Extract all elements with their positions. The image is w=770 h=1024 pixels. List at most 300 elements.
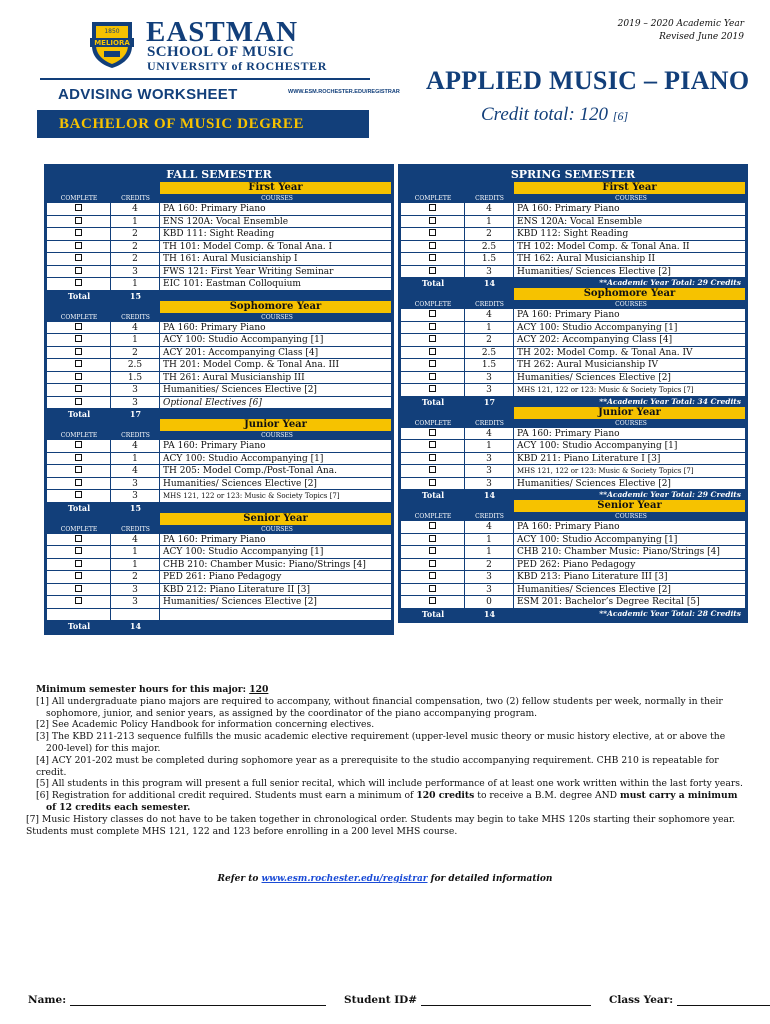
course-row bbox=[401, 559, 745, 572]
course-row bbox=[401, 384, 745, 397]
complete-checkbox[interactable] bbox=[429, 310, 436, 317]
complete-checkbox[interactable] bbox=[75, 441, 82, 448]
course-row bbox=[401, 228, 745, 241]
credits-cell: 2 bbox=[111, 253, 160, 266]
svg-text:1850: 1850 bbox=[104, 28, 120, 35]
course-row bbox=[47, 278, 391, 291]
complete-cell bbox=[401, 428, 465, 441]
credits-cell: 3 bbox=[465, 372, 514, 385]
total-label: Total bbox=[67, 502, 91, 513]
credits-column-header: CREDITS bbox=[475, 513, 504, 520]
credits-column-header: CREDITS bbox=[121, 195, 150, 202]
credits-cell: 1 bbox=[111, 453, 160, 466]
total-label: Total bbox=[67, 621, 91, 631]
complete-cell bbox=[47, 596, 111, 609]
academic-year-total-note: **Academic Year Total: 34 Credits bbox=[514, 397, 745, 407]
complete-cell bbox=[47, 203, 111, 216]
spring-semester-heading: SPRING SEMESTER bbox=[510, 168, 636, 181]
total-credits: 14 bbox=[129, 621, 142, 631]
min-hours-line bbox=[26, 684, 746, 696]
course-cell: PA 160: Primary Piano bbox=[160, 322, 391, 335]
course-cell: Humanities/ Sciences Elective [2] bbox=[160, 596, 391, 609]
student-id-field[interactable] bbox=[421, 996, 591, 1006]
courses-column-header: COURSES bbox=[160, 313, 391, 322]
note-6-part-b: 120 credits bbox=[416, 790, 475, 802]
course-row bbox=[401, 372, 745, 385]
total-credits: 17 bbox=[483, 396, 496, 407]
course-cell: FWS 121: First Year Writing Seminar bbox=[160, 266, 391, 279]
name-label: Name: bbox=[28, 994, 67, 1006]
complete-checkbox[interactable] bbox=[429, 217, 436, 224]
course-cell: PA 160: Primary Piano bbox=[160, 203, 391, 216]
credits-cell: 4 bbox=[111, 534, 160, 547]
courses-column-header: COURSES bbox=[514, 194, 745, 203]
column-header-row bbox=[47, 525, 391, 534]
course-row bbox=[47, 596, 391, 609]
total-row bbox=[47, 409, 391, 419]
complete-checkbox[interactable] bbox=[429, 535, 436, 542]
complete-checkbox[interactable] bbox=[75, 466, 82, 473]
complete-cell bbox=[401, 334, 465, 347]
credits-cell: 3 bbox=[111, 490, 160, 503]
course-cell: TH 161: Aural Musicianship I bbox=[160, 253, 391, 266]
complete-cell bbox=[401, 440, 465, 453]
fall-semester-panel bbox=[44, 164, 394, 635]
complete-cell bbox=[47, 322, 111, 335]
academic-year-total-note bbox=[160, 621, 391, 631]
course-row bbox=[47, 216, 391, 229]
credits-cell: 3 bbox=[465, 453, 514, 466]
complete-checkbox[interactable] bbox=[75, 242, 82, 249]
column-header-row bbox=[47, 194, 391, 203]
credits-cell: 1 bbox=[465, 216, 514, 229]
total-credits: 15 bbox=[129, 290, 142, 301]
complete-checkbox[interactable] bbox=[429, 572, 436, 579]
course-cell: TH 202: Model Comp. & Tonal Ana. IV bbox=[514, 347, 745, 360]
course-row bbox=[401, 266, 745, 279]
complete-checkbox[interactable] bbox=[75, 323, 82, 330]
min-hours-label: Minimum semester hours for this major: bbox=[36, 684, 246, 695]
complete-checkbox[interactable] bbox=[429, 441, 436, 448]
course-cell: TH 102: Model Comp. & Tonal Ana. II bbox=[514, 241, 745, 254]
complete-checkbox[interactable] bbox=[75, 385, 82, 392]
column-header-row bbox=[401, 194, 745, 203]
spring-semester-panel bbox=[398, 164, 748, 623]
complete-checkbox[interactable] bbox=[75, 348, 82, 355]
course-cell: ACY 100: Studio Accompanying [1] bbox=[514, 534, 745, 547]
complete-cell bbox=[47, 372, 111, 385]
complete-cell bbox=[47, 440, 111, 453]
courses-column-header: COURSES bbox=[160, 194, 391, 203]
name-field[interactable] bbox=[70, 996, 326, 1006]
courses-column-header: COURSES bbox=[514, 512, 745, 521]
complete-checkbox[interactable] bbox=[75, 547, 82, 554]
course-cell: ENS 120A: Vocal Ensemble bbox=[514, 216, 745, 229]
note-5: [5] All students in this program will present a full senior recital, which will include performance of at least one work written within the last forty years. bbox=[36, 778, 743, 790]
course-cell: ACY 100: Studio Accompanying [1] bbox=[160, 453, 391, 466]
note-2: [2] See Academic Policy Handbook for information concerning electives. bbox=[36, 719, 375, 731]
complete-column-header: COMPLETE bbox=[60, 195, 98, 202]
course-row bbox=[401, 241, 745, 254]
complete-checkbox[interactable] bbox=[75, 267, 82, 274]
course-row bbox=[47, 397, 391, 410]
complete-cell bbox=[401, 309, 465, 322]
course-row bbox=[47, 478, 391, 491]
credits-cell: 2 bbox=[465, 559, 514, 572]
complete-cell bbox=[47, 478, 111, 491]
credits-cell: 2 bbox=[465, 228, 514, 241]
course-row bbox=[47, 440, 391, 453]
logo-eastman-wordmark: EASTMAN bbox=[146, 16, 299, 48]
complete-cell bbox=[401, 559, 465, 572]
course-row bbox=[401, 465, 745, 478]
course-cell: ACY 100: Studio Accompanying [1] bbox=[160, 334, 391, 347]
year-heading: Sophomore Year bbox=[514, 288, 745, 300]
credits-cell: 4 bbox=[111, 203, 160, 216]
credits-cell bbox=[111, 609, 160, 622]
course-row bbox=[401, 334, 745, 347]
class-year-label: Class Year: bbox=[609, 994, 674, 1006]
course-cell: TH 101: Model Comp. & Tonal Ana. I bbox=[160, 241, 391, 254]
complete-checkbox[interactable] bbox=[75, 479, 82, 486]
course-row bbox=[47, 559, 391, 572]
credits-cell: 3 bbox=[111, 397, 160, 410]
course-row bbox=[401, 203, 745, 216]
complete-checkbox[interactable] bbox=[429, 585, 436, 592]
header-url: WWW.ESM.ROCHESTER.EDU/REGISTRAR bbox=[288, 89, 400, 95]
course-cell: TH 201: Model Comp. & Tonal Ana. III bbox=[160, 359, 391, 372]
courses-column-header: COURSES bbox=[160, 525, 391, 534]
course-cell: ESM 201: Bachelor’s Degree Recital [5] bbox=[514, 596, 745, 609]
credits-cell: 3 bbox=[465, 571, 514, 584]
course-row bbox=[47, 584, 391, 597]
course-row bbox=[47, 372, 391, 385]
course-row bbox=[47, 534, 391, 547]
student-id-label: Student ID# bbox=[344, 994, 418, 1006]
complete-checkbox[interactable] bbox=[429, 335, 436, 342]
total-label: Total bbox=[67, 290, 91, 301]
year-heading: Senior Year bbox=[514, 500, 745, 512]
complete-checkbox[interactable] bbox=[75, 204, 82, 211]
course-row bbox=[47, 490, 391, 503]
course-cell: ENS 120A: Vocal Ensemble bbox=[160, 216, 391, 229]
complete-cell bbox=[401, 478, 465, 491]
complete-checkbox[interactable] bbox=[75, 535, 82, 542]
column-header-row bbox=[47, 431, 391, 440]
complete-cell bbox=[401, 372, 465, 385]
complete-checkbox[interactable] bbox=[75, 454, 82, 461]
complete-cell bbox=[47, 465, 111, 478]
complete-column-header: COMPLETE bbox=[414, 419, 452, 427]
complete-checkbox[interactable] bbox=[429, 242, 436, 249]
course-row bbox=[401, 216, 745, 229]
complete-cell bbox=[401, 453, 465, 466]
logo-school-wordmark: SCHOOL OF MUSIC bbox=[147, 44, 295, 60]
note-3: [3] The KBD 211-213 sequence fulfills the music academic elective requirement (upper-level music theory or music history elective, at or above the 200-level) for this major. bbox=[36, 731, 726, 754]
complete-checkbox[interactable] bbox=[75, 229, 82, 236]
course-row bbox=[47, 453, 391, 466]
course-row bbox=[401, 440, 745, 453]
course-cell: Optional Electives [6] bbox=[160, 397, 391, 410]
course-row bbox=[47, 253, 391, 266]
advising-worksheet-title: ADVISING WORKSHEET bbox=[58, 86, 238, 103]
course-row bbox=[47, 334, 391, 347]
header-divider bbox=[40, 78, 370, 80]
complete-checkbox[interactable] bbox=[429, 323, 436, 330]
course-row bbox=[401, 596, 745, 609]
complete-checkbox[interactable] bbox=[75, 279, 82, 286]
credits-cell: 4 bbox=[465, 428, 514, 441]
complete-cell bbox=[401, 266, 465, 279]
course-row bbox=[401, 309, 745, 322]
credits-cell: 3 bbox=[465, 584, 514, 597]
complete-checkbox[interactable] bbox=[429, 348, 436, 355]
credits-cell: 4 bbox=[465, 521, 514, 534]
course-row bbox=[401, 534, 745, 547]
credit-total-label: Credit total: 120 bbox=[481, 104, 609, 125]
credits-cell: 4 bbox=[465, 309, 514, 322]
complete-checkbox[interactable] bbox=[75, 491, 82, 498]
course-cell: KBD 212: Piano Literature II [3] bbox=[160, 584, 391, 597]
complete-checkbox[interactable] bbox=[429, 547, 436, 554]
academic-year-total-note bbox=[160, 291, 391, 301]
column-header-row bbox=[401, 419, 745, 428]
course-cell: Humanities/ Sciences Elective [2] bbox=[160, 384, 391, 397]
credits-cell: 2.5 bbox=[465, 241, 514, 254]
complete-cell bbox=[47, 228, 111, 241]
credits-cell: 2.5 bbox=[111, 359, 160, 372]
course-row bbox=[401, 253, 745, 266]
credits-column-header: CREDITS bbox=[121, 313, 150, 321]
note-6 bbox=[26, 790, 746, 814]
complete-cell bbox=[47, 216, 111, 229]
course-cell: ACY 100: Studio Accompanying [1] bbox=[160, 546, 391, 559]
complete-checkbox[interactable] bbox=[429, 454, 436, 461]
academic-year-total-note: **Academic Year Total: 28 Credits bbox=[514, 609, 745, 619]
course-cell: TH 262: Aural Musicianship IV bbox=[514, 359, 745, 372]
total-label: Total bbox=[421, 396, 445, 407]
total-credits: 14 bbox=[483, 278, 496, 288]
svg-text:MELIORA: MELIORA bbox=[94, 39, 130, 47]
complete-checkbox[interactable] bbox=[75, 373, 82, 380]
complete-checkbox[interactable] bbox=[75, 585, 82, 592]
credits-cell: 3 bbox=[111, 384, 160, 397]
courses-column-header: COURSES bbox=[160, 431, 391, 440]
course-row bbox=[47, 203, 391, 216]
credits-cell: 3 bbox=[111, 266, 160, 279]
complete-cell bbox=[47, 384, 111, 397]
complete-cell bbox=[401, 241, 465, 254]
logo-university-wordmark: UNIVERSITY of ROCHESTER bbox=[147, 59, 328, 73]
year-heading: Senior Year bbox=[160, 513, 391, 525]
academic-year-total-note bbox=[160, 503, 391, 513]
complete-column-header: COMPLETE bbox=[60, 525, 98, 533]
complete-cell bbox=[47, 453, 111, 466]
complete-cell bbox=[47, 241, 111, 254]
course-row bbox=[47, 347, 391, 360]
credits-cell: 1 bbox=[465, 546, 514, 559]
credits-cell: 2 bbox=[111, 228, 160, 241]
course-cell: MHS 121, 122 or 123: Music & Society Topics [7] bbox=[514, 384, 745, 397]
complete-checkbox[interactable] bbox=[429, 204, 436, 211]
column-header-row bbox=[47, 313, 391, 322]
credit-total bbox=[481, 104, 628, 126]
course-cell: PA 160: Primary Piano bbox=[514, 309, 745, 322]
complete-checkbox[interactable] bbox=[75, 398, 82, 405]
course-cell: PA 160: Primary Piano bbox=[160, 534, 391, 547]
complete-checkbox[interactable] bbox=[429, 229, 436, 236]
year-heading: First Year bbox=[514, 182, 745, 194]
course-cell: PED 261: Piano Pedagogy bbox=[160, 571, 391, 584]
course-row bbox=[401, 359, 745, 372]
credits-cell: 2.5 bbox=[465, 347, 514, 360]
course-row bbox=[47, 359, 391, 372]
complete-checkbox[interactable] bbox=[429, 267, 436, 274]
complete-checkbox[interactable] bbox=[75, 254, 82, 261]
course-row bbox=[401, 546, 745, 559]
complete-cell bbox=[47, 571, 111, 584]
course-cell: MHS 121, 122 or 123: Music & Society Topics [7] bbox=[514, 465, 745, 478]
course-cell: TH 261: Aural Musicianship III bbox=[160, 372, 391, 385]
complete-checkbox[interactable] bbox=[75, 560, 82, 567]
degree-banner bbox=[37, 110, 369, 138]
complete-checkbox[interactable] bbox=[75, 572, 82, 579]
complete-checkbox[interactable] bbox=[429, 597, 436, 604]
complete-cell bbox=[47, 253, 111, 266]
course-cell: Humanities/ Sciences Elective [2] bbox=[514, 266, 745, 279]
academic-year: 2019 – 2020 Academic Year bbox=[617, 19, 744, 29]
total-label: Total bbox=[67, 409, 91, 419]
complete-cell bbox=[47, 609, 111, 622]
column-header-row bbox=[401, 512, 745, 521]
credits-cell: 4 bbox=[465, 203, 514, 216]
complete-cell bbox=[47, 278, 111, 291]
course-row bbox=[47, 322, 391, 335]
course-cell: PA 160: Primary Piano bbox=[160, 440, 391, 453]
credits-cell: 1.5 bbox=[465, 359, 514, 372]
complete-column-header: COMPLETE bbox=[60, 432, 98, 439]
complete-cell bbox=[47, 534, 111, 547]
credits-cell: 3 bbox=[111, 596, 160, 609]
min-hours-value: 120 bbox=[249, 684, 269, 695]
total-credits: 14 bbox=[483, 608, 496, 619]
course-cell bbox=[160, 609, 391, 622]
course-row bbox=[401, 428, 745, 441]
course-row bbox=[47, 571, 391, 584]
credits-cell: 3 bbox=[465, 465, 514, 478]
course-row bbox=[401, 453, 745, 466]
credits-cell: 1 bbox=[111, 334, 160, 347]
complete-checkbox[interactable] bbox=[75, 335, 82, 342]
course-cell: EIC 101: Eastman Colloquium bbox=[160, 278, 391, 291]
academic-year-total-note bbox=[160, 409, 391, 419]
course-cell: KBD 112: Sight Reading bbox=[514, 228, 745, 241]
page-title: APPLIED MUSIC – PIANO bbox=[426, 66, 750, 95]
credits-cell: 2 bbox=[111, 241, 160, 254]
total-credits: 14 bbox=[483, 490, 496, 500]
credits-column-header: CREDITS bbox=[121, 432, 150, 439]
complete-cell bbox=[401, 521, 465, 534]
complete-checkbox[interactable] bbox=[429, 522, 436, 529]
course-row bbox=[401, 347, 745, 360]
complete-cell bbox=[47, 266, 111, 279]
course-row bbox=[401, 584, 745, 597]
year-heading: Junior Year bbox=[514, 407, 745, 419]
note-6-part-a: [6] Registration for additional credit required. Students must earn a minimum of bbox=[36, 790, 417, 802]
complete-cell bbox=[401, 584, 465, 597]
complete-checkbox[interactable] bbox=[429, 479, 436, 486]
class-year-field[interactable] bbox=[677, 996, 770, 1006]
total-label: Total bbox=[421, 490, 445, 500]
complete-cell bbox=[401, 322, 465, 335]
complete-checkbox[interactable] bbox=[429, 429, 436, 436]
course-cell: ACY 201: Accompanying Class [4] bbox=[160, 347, 391, 360]
course-row bbox=[401, 478, 745, 491]
course-cell: MHS 121, 122 or 123: Music & Society Topics [7] bbox=[160, 490, 391, 503]
credits-cell: 2 bbox=[111, 347, 160, 360]
course-row bbox=[47, 546, 391, 559]
registrar-link[interactable]: www.esm.rochester.edu/registrar bbox=[261, 874, 428, 884]
year-heading: First Year bbox=[160, 182, 391, 194]
complete-cell bbox=[401, 253, 465, 266]
credits-cell: 4 bbox=[111, 465, 160, 478]
course-cell: Humanities/ Sciences Elective [2] bbox=[514, 478, 745, 491]
total-row bbox=[401, 609, 745, 619]
credits-cell: 2 bbox=[465, 334, 514, 347]
complete-checkbox[interactable] bbox=[429, 385, 436, 392]
credits-cell: 3 bbox=[465, 478, 514, 491]
total-row bbox=[401, 490, 745, 500]
complete-cell bbox=[401, 359, 465, 372]
credits-column-header: CREDITS bbox=[475, 195, 504, 202]
complete-checkbox[interactable] bbox=[75, 360, 82, 367]
complete-column-header: COMPLETE bbox=[414, 301, 452, 308]
credits-cell: 3 bbox=[111, 478, 160, 491]
complete-checkbox[interactable] bbox=[429, 560, 436, 567]
total-row bbox=[47, 291, 391, 301]
column-header-row bbox=[401, 300, 745, 309]
complete-checkbox[interactable] bbox=[429, 466, 436, 473]
complete-cell bbox=[401, 534, 465, 547]
complete-checkbox[interactable] bbox=[75, 597, 82, 604]
total-label: Total bbox=[421, 278, 445, 288]
complete-checkbox[interactable] bbox=[429, 360, 436, 367]
complete-cell bbox=[401, 347, 465, 360]
course-row bbox=[47, 384, 391, 397]
complete-cell bbox=[401, 384, 465, 397]
note-6-part-c: to receive a B.M. degree AND bbox=[474, 790, 620, 802]
complete-cell bbox=[47, 334, 111, 347]
course-cell: PA 160: Primary Piano bbox=[514, 428, 745, 441]
course-row bbox=[401, 571, 745, 584]
courses-column-header: COURSES bbox=[514, 419, 745, 428]
complete-cell bbox=[47, 490, 111, 503]
complete-checkbox[interactable] bbox=[75, 217, 82, 224]
complete-cell bbox=[47, 397, 111, 410]
complete-checkbox[interactable] bbox=[429, 254, 436, 261]
total-row bbox=[47, 503, 391, 513]
academic-year-total-note: **Academic Year Total: 29 Credits bbox=[514, 278, 745, 288]
complete-column-header: COMPLETE bbox=[60, 313, 98, 321]
note-4: [4] ACY 201-202 must be completed during sophomore year as a prerequisite to the studio accompanying requirement. CHB 210 is repeatable for credit. bbox=[36, 754, 719, 778]
course-row bbox=[47, 228, 391, 241]
complete-cell bbox=[401, 596, 465, 609]
complete-cell bbox=[47, 546, 111, 559]
complete-checkbox[interactable] bbox=[429, 373, 436, 380]
course-row bbox=[47, 609, 391, 622]
credits-cell: 1 bbox=[465, 534, 514, 547]
credits-cell: 1 bbox=[111, 278, 160, 291]
